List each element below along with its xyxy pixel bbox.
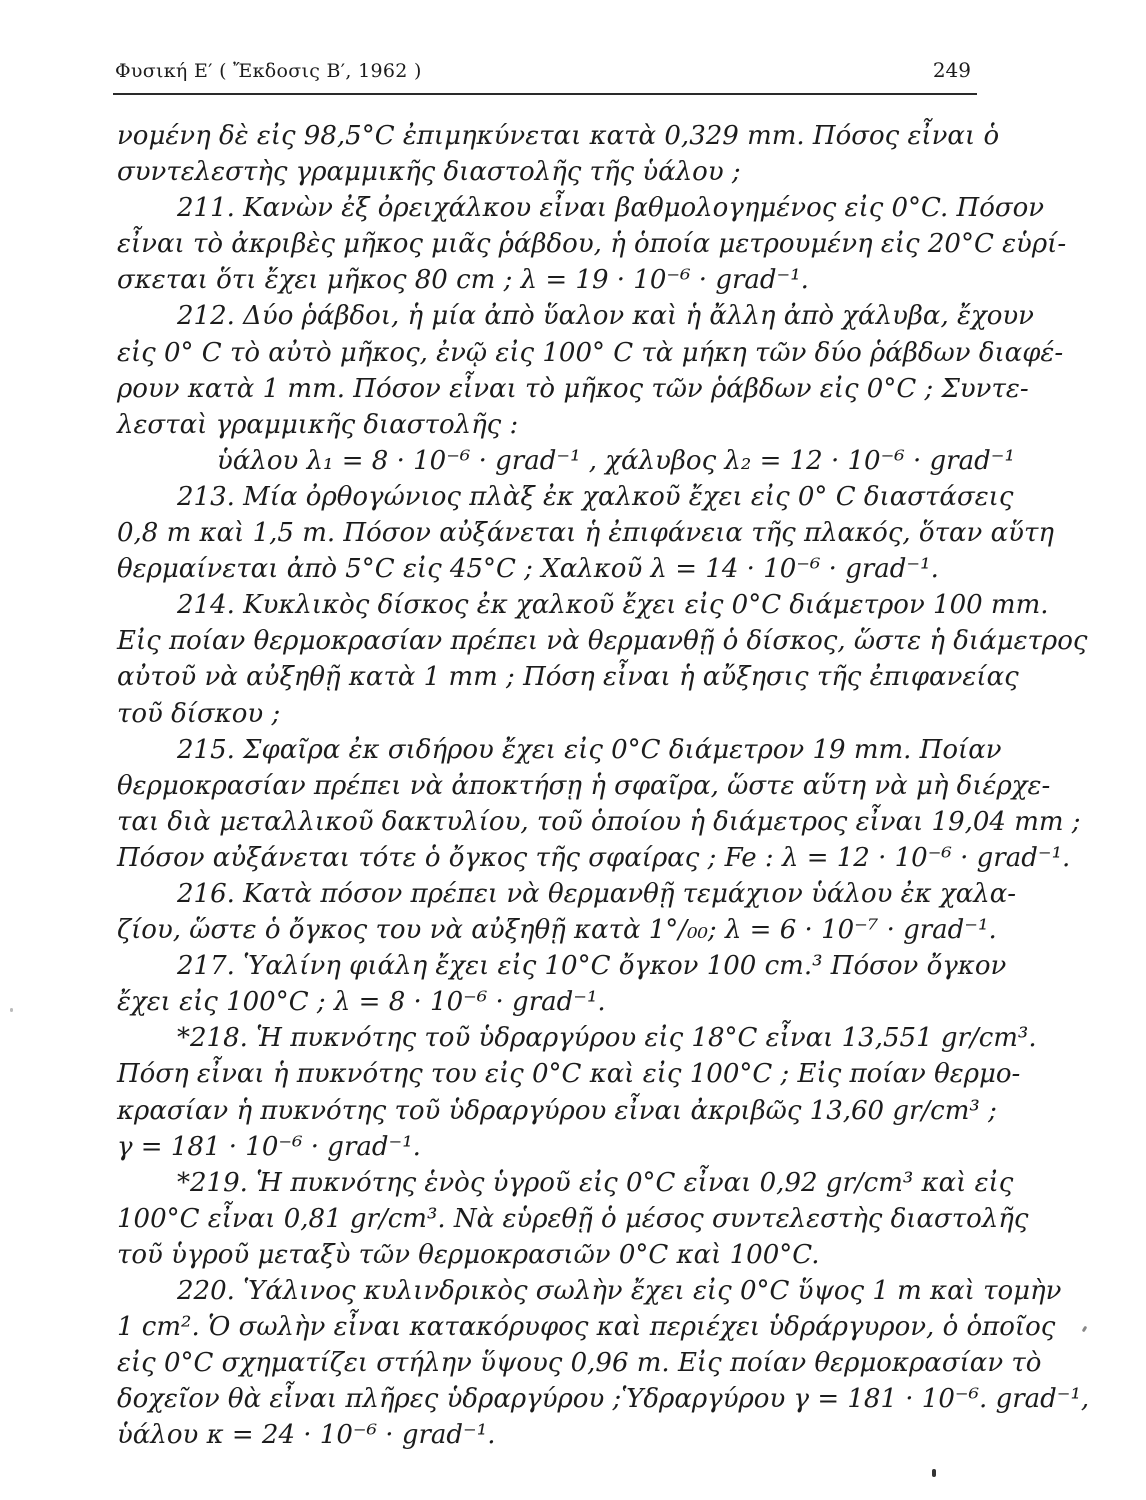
text-line: ὑάλου κ = 24 · 10⁻⁶ · grad⁻¹.: [117, 1420, 496, 1451]
text-line: 1 cm². Ὁ σωλὴν εἶναι κατακόρυφος καὶ περιέχει ὑδράργυρον, ὁ ὁποῖος: [117, 1312, 1056, 1343]
text-line: τοῦ δίσκου ;: [117, 698, 281, 729]
text-line: δοχεῖον θὰ εἶναι πλῆρες ὑδραργύρου ;Ὑδραργύρου γ = 181 · 10⁻⁶. grad⁻¹,: [117, 1384, 1090, 1415]
text-line: 100°C εἶναι 0,81 gr/cm³. Νὰ εὑρεθῇ ὁ μέσος συντελεστὴς διαστολῆς: [117, 1203, 1029, 1234]
text-line: σκεται ὅτι ἔχει μῆκος 80 cm ; λ = 19 · 10⁻⁶ · grad⁻¹.: [117, 265, 809, 296]
header-rule: [113, 93, 977, 95]
text-line: εἰς 0°C σχηματίζει στήλην ὕψους 0,96 m. Εἰς ποίαν θερμοκρασίαν τὸ: [117, 1348, 1042, 1379]
text-line: κρασίαν ἡ πυκνότης τοῦ ὑδραργύρου εἶναι ἀκριβῶς 13,60 gr/cm³ ;: [117, 1095, 997, 1126]
text-line: λεσταὶ γραμμικῆς διαστολῆς :: [117, 409, 519, 440]
text-line: ται διὰ μεταλλικοῦ δακτυλίου, τοῦ ὁποίου ἡ διάμετρος εἶναι 19,04 mm ;: [117, 806, 1081, 837]
text-line: θερμαίνεται ἀπὸ 5°C εἰς 45°C ; Χαλκοῦ λ = 14 · 10⁻⁶ · grad⁻¹.: [117, 554, 939, 585]
text-line: θερμοκρασίαν πρέπει νὰ ἀποκτήσῃ ἡ σφαῖρα, ὥστε αὕτη νὰ μὴ διέρχε-: [117, 770, 1051, 801]
problems-text: [117, 118, 1090, 1453]
ink-speck: [10, 1008, 13, 1012]
page-header: [115, 58, 977, 90]
problem-218: *218. Ἡ πυκνότης τοῦ ὑδραργύρου εἰς 18°C εἶναι 13,551 gr/cm³.: [177, 1023, 1037, 1054]
ink-speck: [932, 1469, 936, 1477]
problem-217: 217. Ὑαλίνη φιάλη ἔχει εἰς 10°C ὄγκον 100 cm.³ Πόσον ὄγκον: [177, 951, 1007, 982]
running-head: Φυσική Ε′ ( Ἔκδοσις Β′, 1962 ): [115, 60, 422, 82]
formula-line: ὑάλου λ₁ = 8 · 10⁻⁶ · grad⁻¹ , χάλυβος λ₂ = 12 · 10⁻⁶ · grad⁻¹: [217, 445, 1015, 476]
problem-219: *219. Ἡ πυκνότης ἑνὸς ὑγροῦ εἰς 0°C εἶναι 0,92 gr/cm³ καὶ εἰς: [177, 1167, 1014, 1198]
text-line: εἶναι τὸ ἀκριβὲς μῆκος μιᾶς ῥάβδου, ἡ ὁποία μετρουμένη εἰς 20°C εὑρί-: [117, 229, 1067, 260]
text-line: 0,8 m καὶ 1,5 m. Πόσον αὐξάνεται ἡ ἐπιφάνεια τῆς πλακός, ὅταν αὕτη: [117, 518, 1054, 549]
text-line: ἔχει εἰς 100°C ; λ = 8 · 10⁻⁶ · grad⁻¹.: [117, 987, 606, 1018]
problem-220: 220. Ὑάλινος κυλινδρικὸς σωλὴν ἔχει εἰς 0°C ὕψος 1 m καὶ τομὴν: [177, 1276, 1062, 1306]
text-line: γ = 181 · 10⁻⁶ · grad⁻¹.: [117, 1131, 421, 1162]
text-line: τοῦ ὑγροῦ μεταξὺ τῶν θερμοκρασιῶν 0°C καὶ 100°C.: [117, 1239, 820, 1270]
text-line: αὐτοῦ νὰ αὐξηθῇ κατὰ 1 mm ; Πόση εἶναι ἡ αὔξησις τῆς ἐπιφανείας: [117, 662, 1019, 693]
problem-211: 211. Κανὼν ἐξ ὀρειχάλκου εἶναι βαθμολογημένος εἰς 0°C. Πόσον: [177, 193, 1045, 224]
problem-214: 214. Κυκλικὸς δίσκος ἐκ χαλκοῦ ἔχει εἰς 0°C διάμετρον 100 mm.: [177, 590, 1049, 621]
text-line: Πόση εἶναι ἡ πυκνότης του εἰς 0°C καὶ εἰς 100°C ; Εἰς ποίαν θερμο-: [117, 1059, 1021, 1090]
problem-216: 216. Κατὰ πόσον πρέπει νὰ θερμανθῇ τεμάχιον ὑάλου ἐκ χαλα-: [177, 878, 1017, 909]
problem-215: 215. Σφαῖρα ἐκ σιδήρου ἔχει εἰς 0°C διάμετρον 19 mm. Ποίαν: [177, 734, 1002, 765]
text-line: εἰς 0° C τὸ αὐτὸ μῆκος, ἐνῷ εἰς 100° C τὰ μήκη τῶν δύο ῥάβδων διαφέ-: [117, 337, 1064, 368]
text-line: ζίου, ὥστε ὁ ὄγκος του νὰ αὐξηθῇ κατὰ 1°/₀₀; λ = 6 · 10⁻⁷ · grad⁻¹.: [117, 915, 997, 946]
text-line: νομένη δὲ εἰς 98,5°C ἐπιμηκύνεται κατὰ 0,329 mm. Πόσος εἶναι ὁ: [117, 121, 1000, 151]
text-line: ρουν κατὰ 1 mm. Πόσον εἶναι τὸ μῆκος τῶν ῥάβδων εἰς 0°C ; Συντε-: [117, 373, 1029, 404]
problem-213: 213. Μία ὀρθογώνιος πλὰξ ἐκ χαλκοῦ ἔχει εἰς 0° C διαστάσεις: [177, 481, 1014, 512]
ink-speck: [1082, 1326, 1088, 1333]
problem-212: 212. Δύο ῥάβδοι, ἡ μία ἀπὸ ὕαλον καὶ ἡ ἄλλη ἀπὸ χάλυβα, ἔχουν: [177, 301, 1034, 332]
text-line: Πόσον αὐξάνεται τότε ὁ ὄγκος τῆς σφαίρας ; Fe : λ = 12 · 10⁻⁶ · grad⁻¹.: [117, 842, 1071, 873]
text-line: Εἰς ποίαν θερμοκρασίαν πρέπει νὰ θερμανθῇ ὁ δίσκος, ὥστε ἡ διάμετρος: [117, 626, 1088, 657]
text-line: συντελεστὴς γραμμικῆς διαστολῆς τῆς ὑάλου ;: [117, 157, 741, 188]
page-number: 249: [932, 58, 971, 82]
